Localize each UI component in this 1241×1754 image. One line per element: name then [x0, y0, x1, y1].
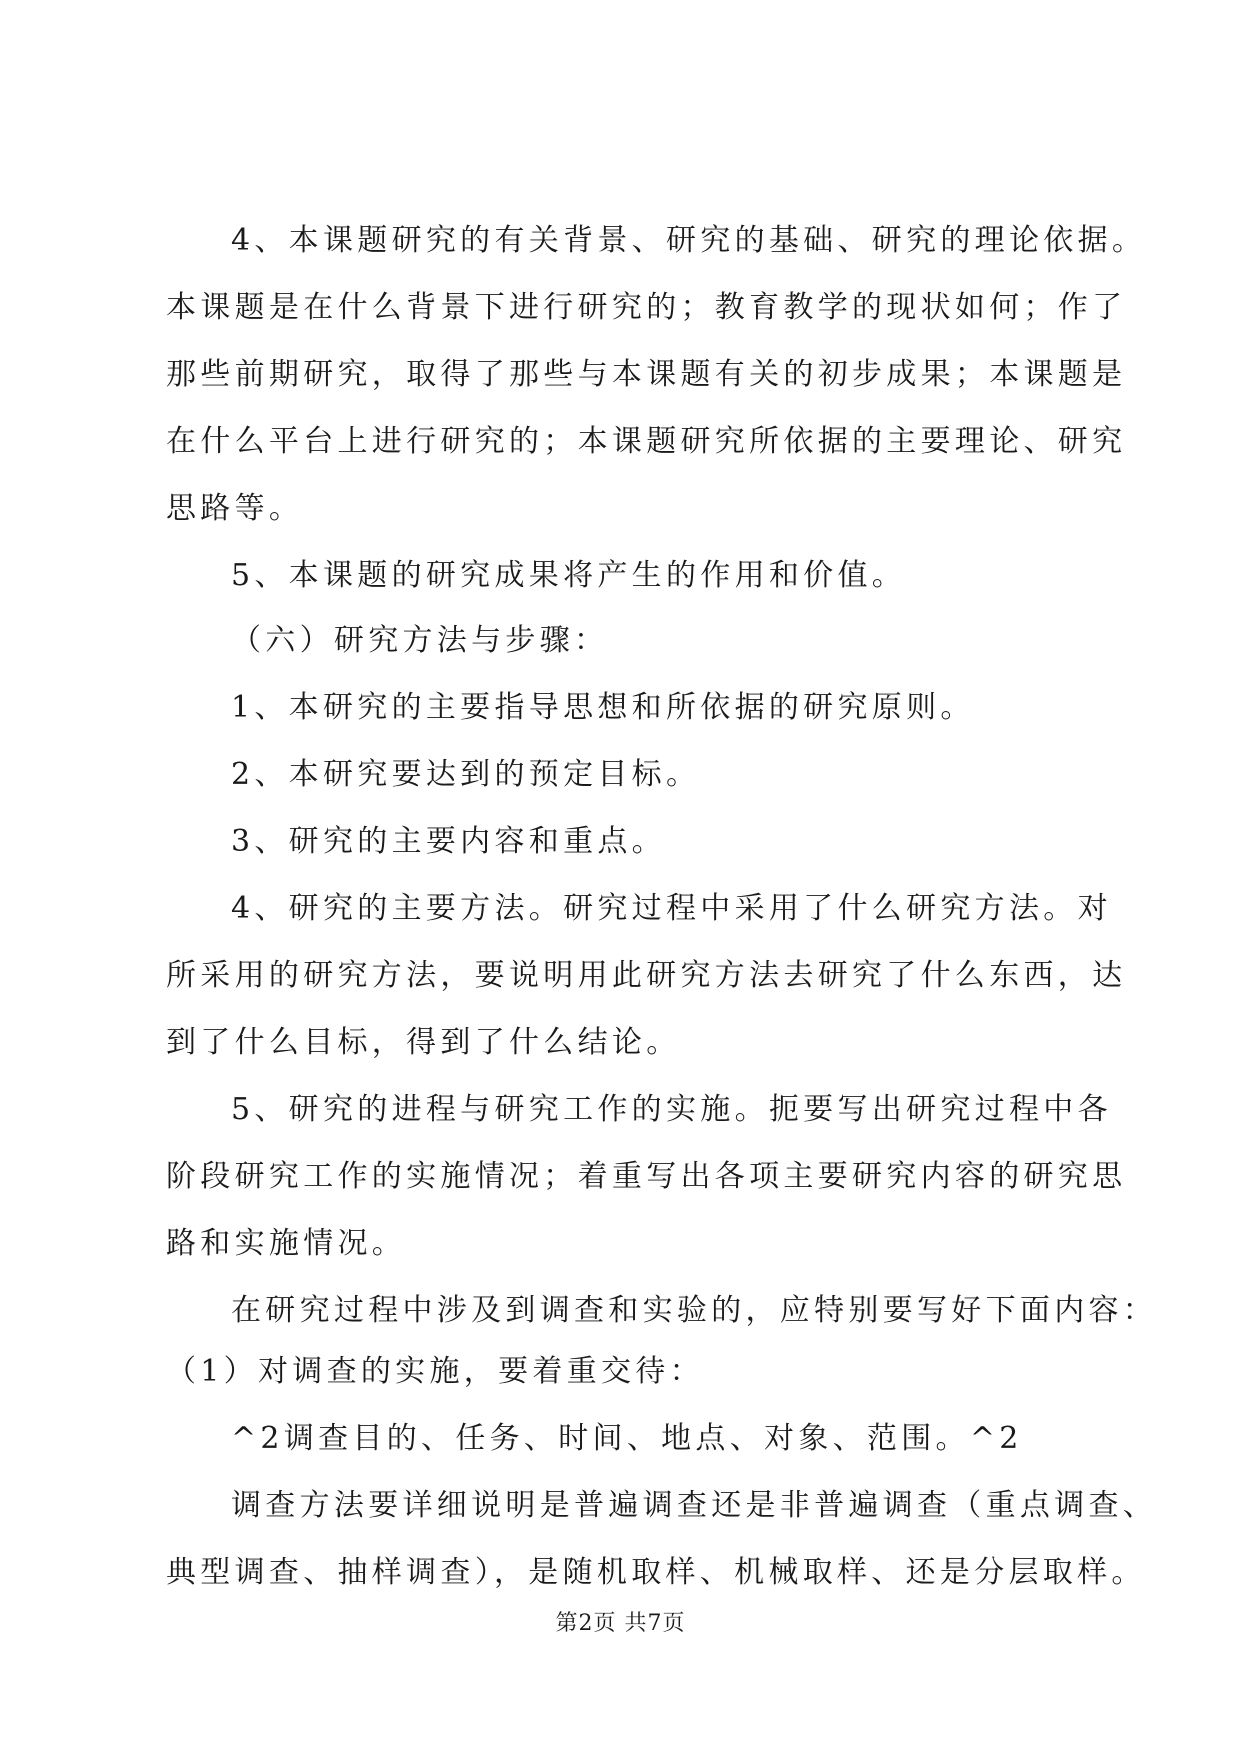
paragraph-line: 思路等。: [166, 491, 304, 526]
paragraph-line: 4、本课题研究的有关背景、研究的基础、研究的理论依据。: [231, 223, 1147, 258]
paragraph-line: 在研究过程中涉及到调查和实验的，应特别要写好下面内容：: [231, 1293, 1158, 1328]
paragraph-line: 4、研究的主要方法。研究过程中采用了什么研究方法。对: [231, 891, 1112, 926]
paragraph-line: 调查方法要详细说明是普遍调查还是非普遍调查（重点调查、: [231, 1488, 1158, 1523]
page-footer: 第2页 共7页: [555, 1611, 686, 1636]
paragraph-line: 到了什么目标，得到了什么结论。: [166, 1025, 681, 1060]
paragraph-line: 那些前期研究，取得了那些与本课题有关的初步成果；本课题是: [166, 357, 1127, 392]
section-heading: （六）研究方法与步骤：: [231, 623, 609, 658]
paragraph-line: 路和实施情况。: [166, 1226, 407, 1261]
paragraph-line: 阶段研究工作的实施情况；着重写出各项主要研究内容的研究思: [166, 1159, 1127, 1194]
paragraph-line: 本课题是在什么背景下进行研究的；教育教学的现状如何；作了: [166, 290, 1127, 325]
paragraph-line: 1、本研究的主要指导思想和所依据的研究原则。: [231, 690, 975, 725]
paragraph-line: 3、研究的主要内容和重点。: [231, 824, 666, 859]
paragraph-line: 5、研究的进程与研究工作的实施。扼要写出研究过程中各: [231, 1092, 1112, 1127]
paragraph-line: 在什么平台上进行研究的；本课题研究所依据的主要理论、研究: [166, 424, 1127, 459]
paragraph-line: 5、本课题的研究成果将产生的作用和价值。: [231, 558, 907, 593]
paragraph-line: 典型调查、抽样调查），是随机取样、机械取样、还是分层取样。: [166, 1555, 1146, 1590]
paragraph-line: （1）对调查的实施，要着重交待：: [166, 1354, 704, 1389]
paragraph-line: ^2调查目的、任务、时间、地点、对象、范围。^2: [231, 1421, 1023, 1456]
paragraph-line: 所采用的研究方法，要说明用此研究方法去研究了什么东西，达: [166, 958, 1127, 993]
paragraph-line: 2、本研究要达到的预定目标。: [231, 757, 701, 792]
